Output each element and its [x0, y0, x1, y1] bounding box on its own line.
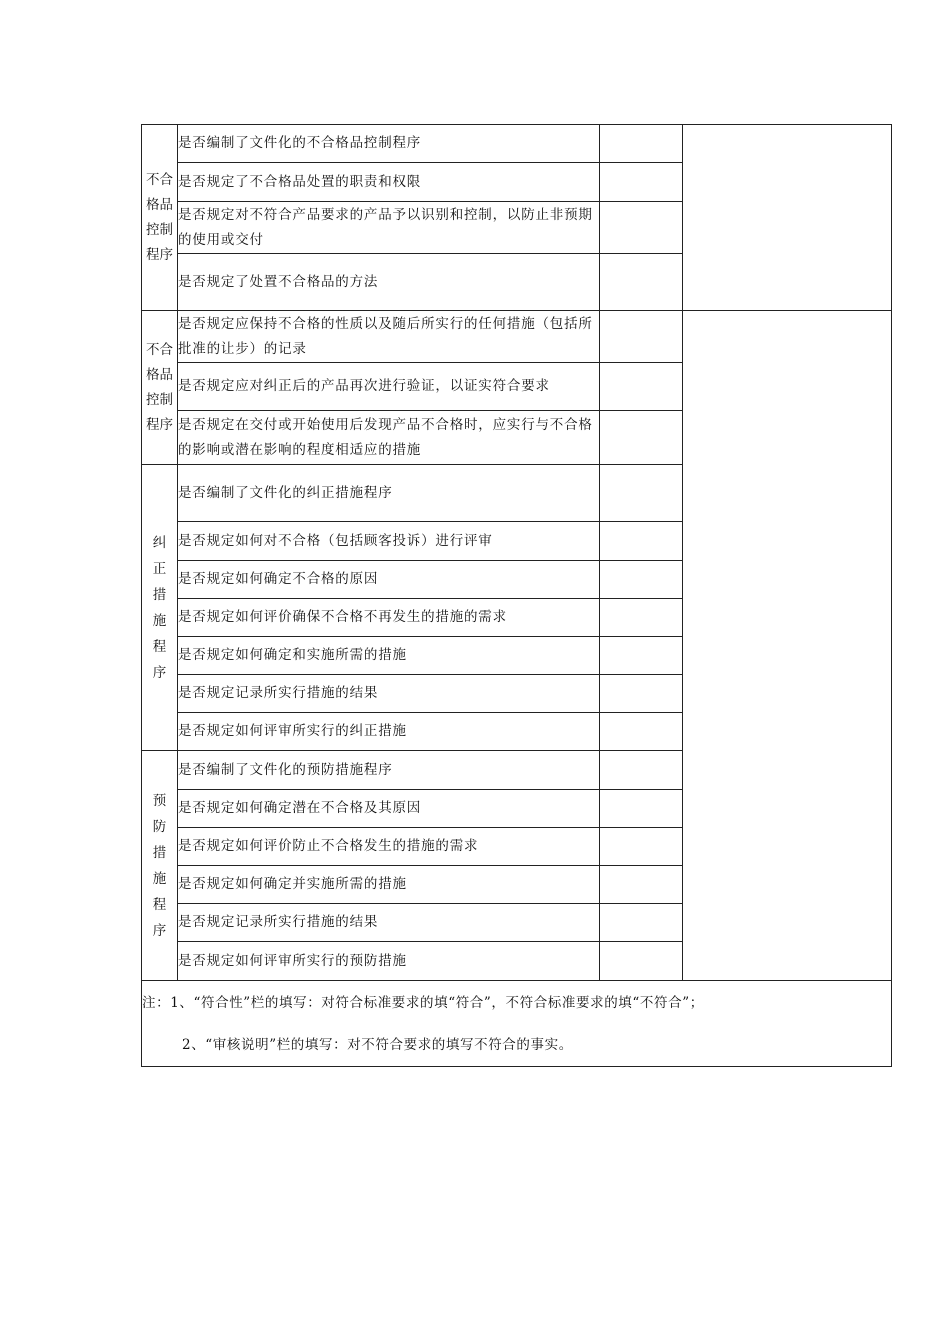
checklist-item: 是否规定如何评审所实行的纠正措施	[178, 713, 600, 751]
conformity-cell[interactable]	[600, 637, 683, 675]
conformity-cell[interactable]	[600, 599, 683, 637]
checklist-item: 是否规定记录所实行措施的结果	[178, 675, 600, 713]
conformity-cell[interactable]	[600, 561, 683, 599]
checklist-item: 是否规定在交付或开始使用后发现产品不合格时，应实行与不合格的影响或潜在影响的程度相适应的措施	[178, 411, 600, 465]
checklist-item: 是否规定如何评价确保不合格不再发生的措施的需求	[178, 599, 600, 637]
checklist-item: 是否规定了处置不合格品的方法	[178, 254, 600, 311]
conformity-cell[interactable]	[600, 254, 683, 311]
conformity-cell[interactable]	[600, 465, 683, 522]
conformity-cell[interactable]	[600, 522, 683, 561]
category-cell	[142, 465, 178, 751]
conformity-cell[interactable]	[600, 904, 683, 942]
conformity-cell[interactable]	[600, 866, 683, 904]
checklist-item: 是否编制了文件化的纠正措施程序	[178, 465, 600, 522]
notes-row	[142, 981, 892, 1067]
checklist-item: 是否规定如何评审所实行的预防措施	[178, 942, 600, 981]
checklist-item: 是否规定对不符合产品要求的产品予以识别和控制，以防止非预期的使用或交付	[178, 202, 600, 254]
conformity-cell[interactable]	[600, 202, 683, 254]
checklist-item: 是否规定应对纠正后的产品再次进行验证，以证实符合要求	[178, 363, 600, 411]
checklist-item: 是否编制了文件化的预防措施程序	[178, 751, 600, 790]
conformity-cell[interactable]	[600, 751, 683, 790]
checklist-item: 是否规定如何确定不合格的原因	[178, 561, 600, 599]
category-cell	[142, 311, 178, 465]
category-label: 不合格品控制程序	[146, 171, 173, 263]
category-label: 不合格品控制程序	[146, 341, 173, 433]
conformity-cell[interactable]	[600, 411, 683, 465]
conformity-cell[interactable]	[600, 828, 683, 866]
category-label: 预防措施程序	[152, 792, 167, 939]
conformity-cell[interactable]	[600, 942, 683, 981]
checklist-item: 是否规定如何对不合格（包括顾客投诉）进行评审	[178, 522, 600, 561]
checklist-item: 是否编制了文件化的不合格品控制程序	[178, 125, 600, 163]
checklist-item: 是否规定应保持不合格的性质以及随后所实行的任何措施（包括所批准的让步）的记录	[178, 311, 600, 363]
conformity-cell[interactable]	[600, 163, 683, 202]
conformity-cell[interactable]	[600, 311, 683, 363]
table-row	[142, 125, 892, 163]
conformity-cell[interactable]	[600, 675, 683, 713]
notes-cell	[142, 981, 892, 1067]
conformity-cell[interactable]	[600, 790, 683, 828]
checklist-item: 是否规定如何确定潜在不合格及其原因	[178, 790, 600, 828]
audit-remark-cell[interactable]	[683, 125, 892, 311]
category-label: 纠正措施程序	[152, 534, 167, 681]
conformity-cell[interactable]	[600, 713, 683, 751]
checklist-item: 是否规定了不合格品处置的职责和权限	[178, 163, 600, 202]
conformity-cell[interactable]	[600, 363, 683, 411]
note-line-1: 注：1、“符合性”栏的填写：对符合标准要求的填“符合”，不符合标准要求的填“不符合”；	[142, 994, 704, 1011]
checklist-item: 是否规定记录所实行措施的结果	[178, 904, 600, 942]
audit-checklist-table	[141, 124, 892, 1067]
audit-remark-cell[interactable]	[683, 311, 892, 981]
checklist-item: 是否规定如何确定并实施所需的措施	[178, 866, 600, 904]
note-line-2: 2、“审核说明”栏的填写：对不符合要求的填写不符合的事实。	[182, 1036, 573, 1053]
checklist-item: 是否规定如何确定和实施所需的措施	[178, 637, 600, 675]
table-row	[142, 311, 892, 363]
audit-checklist-sheet	[141, 124, 891, 1067]
category-cell	[142, 125, 178, 311]
checklist-item: 是否规定如何评价防止不合格发生的措施的需求	[178, 828, 600, 866]
category-cell	[142, 751, 178, 981]
conformity-cell[interactable]	[600, 125, 683, 163]
